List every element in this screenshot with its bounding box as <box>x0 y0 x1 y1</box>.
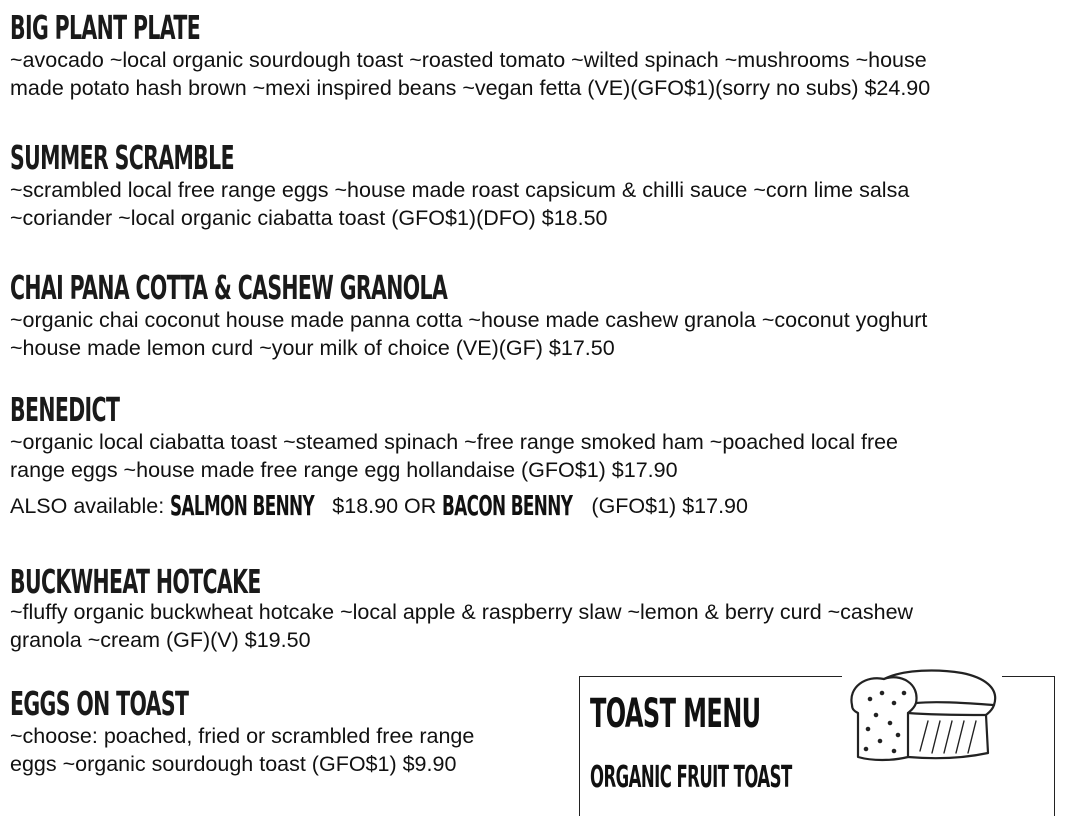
benedict-variations <box>10 491 898 521</box>
item-title: BUCKWHEAT HOTCAKE <box>10 562 261 601</box>
menu-item-benedict <box>10 390 898 521</box>
menu-item-eggs-on-toast <box>10 684 474 778</box>
toast-menu-title: TOAST MENU <box>590 691 761 737</box>
bread-loaf-icon <box>842 665 1002 775</box>
salmon-benny-price: $18.90 OR <box>332 494 437 518</box>
toast-menu-box <box>579 676 1055 816</box>
item-title: SUMMER SCRAMBLE <box>10 138 234 177</box>
bacon-benny-label: BACON BENNY <box>442 489 573 522</box>
salmon-benny-label: SALMON BENNY <box>170 489 315 522</box>
item-description: ~scrambled local free range eggs ~house made roast capsicum & chilli sauce ~corn lime salsa ~coriander ~local organic ciabatta toast (GFO$1)(DFO) $18.50 <box>10 178 910 230</box>
item-title: BIG PLANT PLATE <box>10 8 201 47</box>
item-title: CHAI PANA COTTA & CASHEW GRANOLA <box>10 268 448 307</box>
bacon-benny-price: (GFO$1) $17.90 <box>591 494 748 518</box>
menu-item-buckwheat-hotcake <box>10 562 913 654</box>
item-title: BENEDICT <box>10 390 120 429</box>
item-description: ~fluffy organic buckwheat hotcake ~local apple & raspberry slaw ~lemon & berry curd ~cashew granola ~cream (GF)(V) $19.50 <box>10 600 914 652</box>
toast-menu-subtitle: ORGANIC FRUIT TOAST <box>590 760 792 795</box>
item-title: EGGS ON TOAST <box>10 684 189 723</box>
item-description: ~choose: poached, fried or scrambled free range eggs ~organic sourdough toast (GFO$1) $9.90 <box>10 724 475 776</box>
menu-item-summer-scramble <box>10 138 909 232</box>
menu-item-big-plant-plate <box>10 8 930 102</box>
menu-item-chai-pana-cotta <box>10 268 927 362</box>
also-available-label: ALSO available: <box>10 494 165 518</box>
item-description: ~organic chai coconut house made panna cotta ~house made cashew granola ~coconut yoghurt ~house made lemon curd ~your milk of choice (VE)(GF) $17.50 <box>10 308 928 360</box>
item-description: ~avocado ~local organic sourdough toast ~roasted tomato ~wilted spinach ~mushrooms ~house made potato hash brown ~mexi inspired beans ~vegan fetta (VE)(GFO$1)(sorry no subs) $24.90 <box>10 48 931 100</box>
item-description: ~organic local ciabatta toast ~steamed spinach ~free range smoked ham ~poached local free range eggs ~house made free range egg hollandaise (GFO$1) $17.90 <box>10 430 899 482</box>
